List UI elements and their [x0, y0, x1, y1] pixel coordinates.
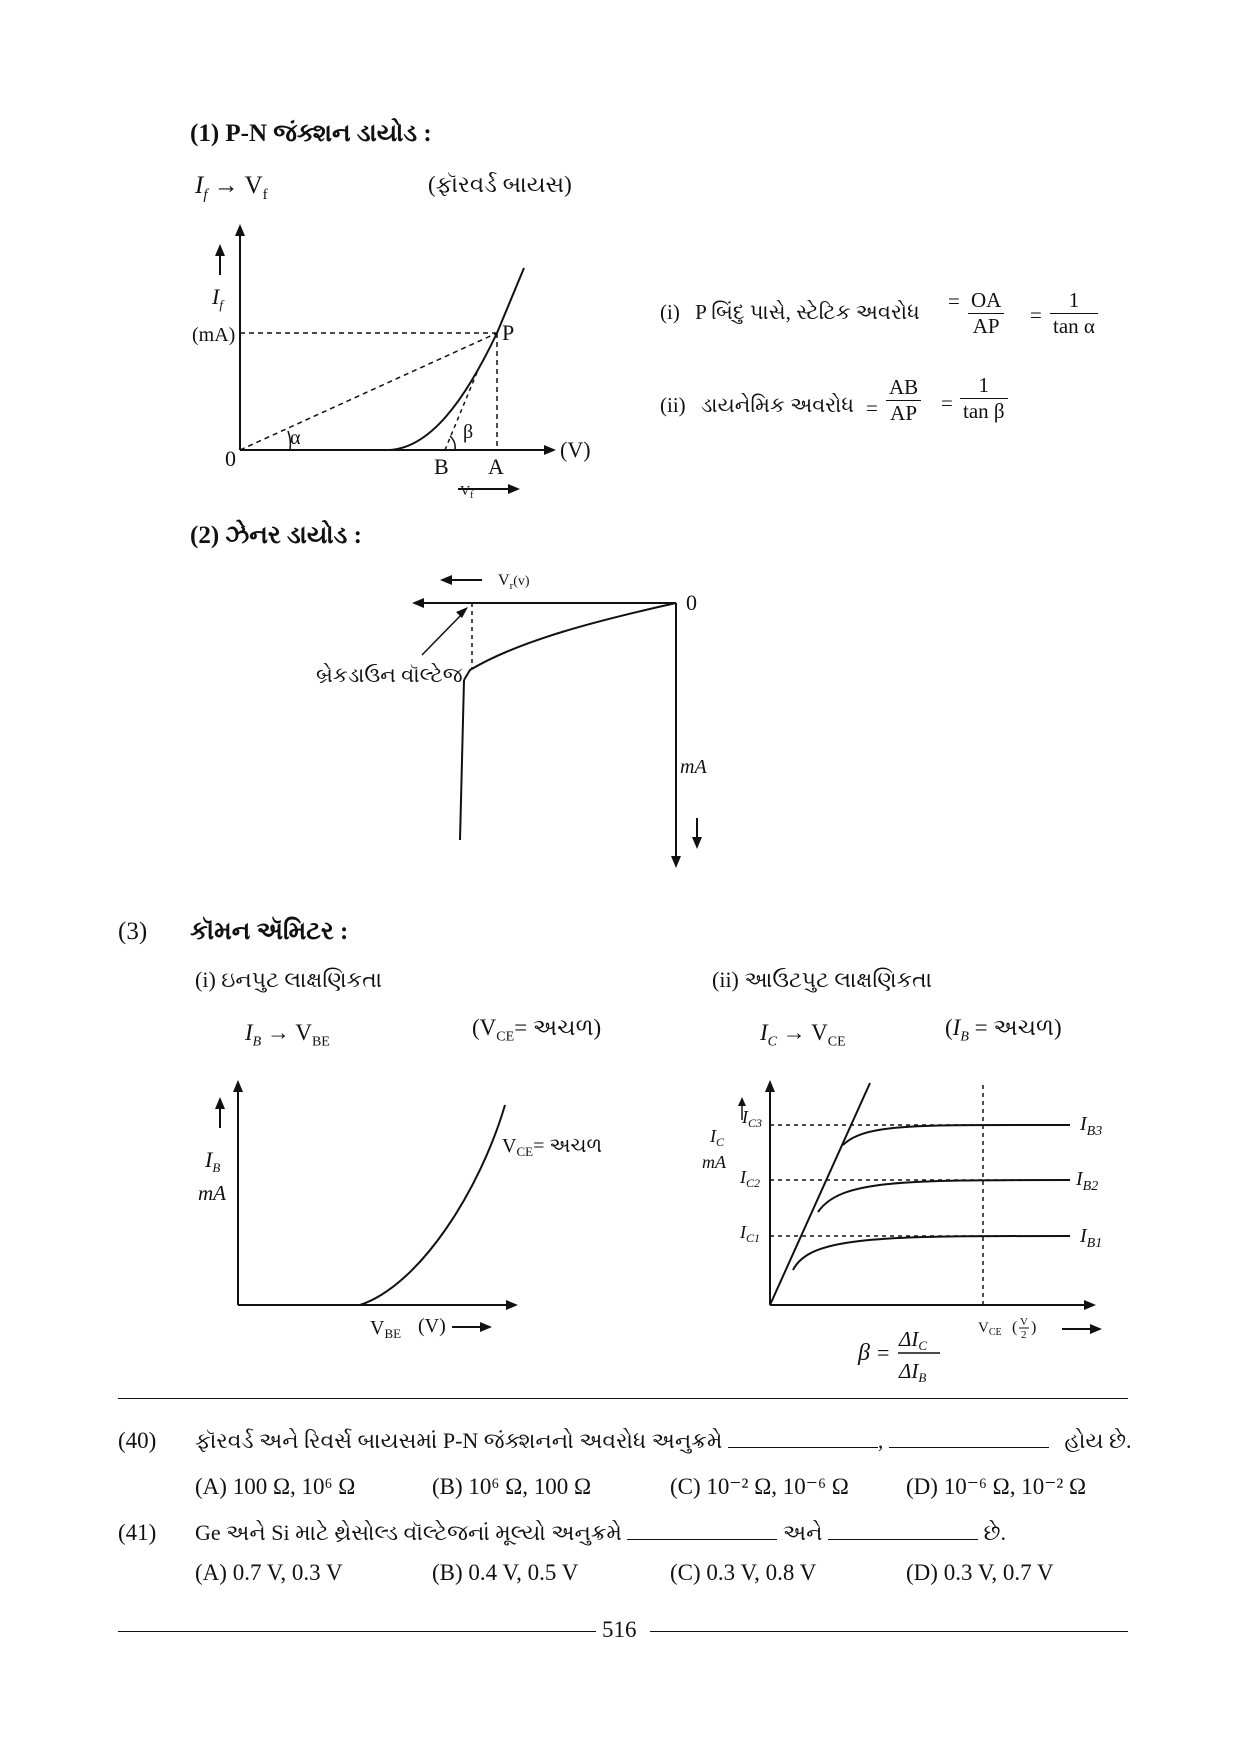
output-y-unit: mA: [702, 1152, 726, 1172]
zener-x-label: $V_r(v)$: [498, 572, 530, 592]
formula-ii-frac1: $\frac{AB}{AP}$: [886, 375, 921, 426]
pn-x-label: $V_f$: [460, 484, 474, 501]
output-ic3: $I_{C3}$: [742, 1107, 763, 1130]
question-40-option-d[interactable]: (D) 10⁻⁶ Ω, 10⁻² Ω: [906, 1474, 1087, 1499]
pn-point-a: A: [488, 454, 504, 479]
section2-heading: (2) ઝેનર ડાયોડ :: [190, 522, 362, 549]
question-41-text: Ge અને Si માટે થ્રેસોલ્ડ વૉલ્ટેજનાં મૂલ્યો અનુક્રમે અને છે.: [195, 1520, 1007, 1545]
output-condition: ($I_B$ = અચળ): [945, 1015, 1062, 1045]
question-40-option-b[interactable]: (B) 10⁶ Ω, 100 Ω: [432, 1474, 592, 1499]
section3-number: (3): [118, 918, 148, 945]
pn-alpha: α: [290, 427, 301, 449]
output-ic1: $I_{C1}$: [740, 1222, 761, 1245]
formula-i-frac1: $\frac{OA}{AP}$: [968, 288, 1004, 339]
output-x-arrowhead: [1084, 1300, 1096, 1310]
section1-relation: $I_f \to V_f$: [195, 172, 268, 203]
pn-y-label: $I_f$: [212, 284, 223, 312]
output-beta: β: [858, 1340, 870, 1366]
output-y-label: $I_C$: [710, 1126, 725, 1149]
output-y-arrowhead: [765, 1080, 775, 1092]
output-ib1: $I_{B1}$: [1080, 1225, 1103, 1251]
section-divider: [118, 1398, 1128, 1399]
footer-rule-right: [650, 1631, 1128, 1632]
question-41-number: (41): [118, 1520, 157, 1545]
formula-ii-eq2: =: [941, 391, 953, 415]
section1-title: P-N જંક્શન ડાયોડ :: [225, 120, 432, 147]
output-beta-eq: =: [877, 1340, 890, 1365]
formula-ii: (ii) ડાયનેમિક અવરોધ: [660, 393, 855, 417]
question-40-number: (40): [118, 1428, 157, 1453]
pn-beta: β: [463, 421, 474, 443]
input-x-label: $V_{BE}$: [370, 1317, 402, 1341]
output-x-unit-den: 2: [1021, 1329, 1027, 1341]
zener-origin: 0: [686, 590, 697, 615]
formula-i: (i) P બિંદુ પાસે, સ્ટેટિક અવરોધ: [660, 300, 920, 324]
pn-origin: 0: [225, 446, 236, 471]
pn-x-unit: (V): [560, 437, 591, 462]
pn-point-p: P: [502, 320, 515, 345]
section3-title: કૉમન ઍમિટર :: [190, 918, 349, 945]
arrow-up-icon: [738, 1097, 746, 1106]
question-41-option-c[interactable]: (C) 0.3 V, 0.8 V: [670, 1560, 817, 1585]
input-condition: ($V_{CE}=$ અચળ): [472, 1015, 602, 1045]
pn-y-unit: (mA): [192, 324, 236, 346]
output-x-unit-num: V: [1020, 1316, 1028, 1328]
arrow-right-icon: [1090, 1324, 1102, 1334]
output-ib2: $I_{B2}$: [1076, 1168, 1099, 1194]
output-x-unit-close: ): [1031, 1319, 1037, 1336]
question-40-text: ફૉરવર્ડ અને રિવર્સ બાયસમાં P-N જંક્શનનો અવરોધ અનુક્રમે , હોય છે.: [195, 1428, 1132, 1453]
footer-rule-left: [118, 1631, 596, 1632]
output-x-unit-open: (: [1012, 1319, 1018, 1336]
question-41-option-d[interactable]: (D) 0.3 V, 0.7 V: [906, 1560, 1054, 1585]
page-number: 516: [602, 1617, 637, 1642]
zener-y-unit: mA: [680, 756, 707, 778]
input-relation: $I_B \to V_{BE}$: [245, 1020, 330, 1050]
question-41-option-a[interactable]: (A) 0.7 V, 0.3 V: [195, 1560, 343, 1585]
formula-ii-frac2: $\frac{1}{\text{tan β}}$: [960, 373, 1008, 424]
formula-ii-eq1: =: [866, 396, 878, 420]
input-y-unit: mA: [198, 1181, 226, 1205]
zener-breakdown-label: બ્રેકડાઉન વૉલ્ટેજ: [316, 663, 463, 687]
output-relation: $I_C \to V_{CE}$: [760, 1020, 846, 1050]
question-40-option-a[interactable]: (A) 100 Ω, 10⁶ Ω: [195, 1474, 356, 1499]
formula-i-eq2: =: [1030, 303, 1042, 327]
pn-point-b: B: [434, 454, 449, 479]
section1-bias: (ફૉરવર્ડ બાયસ): [428, 172, 572, 197]
output-x-label: $V_{CE}$: [978, 1320, 1002, 1338]
question-41-option-b[interactable]: (B) 0.4 V, 0.5 V: [432, 1560, 579, 1585]
output-ib3: $I_{B3}$: [1080, 1113, 1103, 1139]
output-beta-num: ΔIC: [899, 1327, 927, 1353]
input-curve-label: $V_{CE}=$ અચળ: [502, 1135, 603, 1159]
formula-i-frac2: $\frac{1}{\text{tan α}}$: [1050, 288, 1098, 339]
input-y-label: $I_B$: [205, 1147, 221, 1175]
input-heading: (i) ઇનપુટ લાક્ષણિકતા: [195, 967, 383, 992]
formula-i-eq1: =: [948, 289, 960, 313]
section1-number: (1): [190, 120, 220, 147]
output-beta-den: ΔIB: [899, 1359, 927, 1385]
input-x-unit: (V): [418, 1315, 446, 1337]
question-40-option-c[interactable]: (C) 10⁻² Ω, 10⁻⁶ Ω: [670, 1474, 849, 1499]
output-heading: (ii) આઉટપુટ લાક્ષણિકતા: [712, 967, 933, 992]
output-ic2: $I_{C2}$: [740, 1167, 761, 1190]
